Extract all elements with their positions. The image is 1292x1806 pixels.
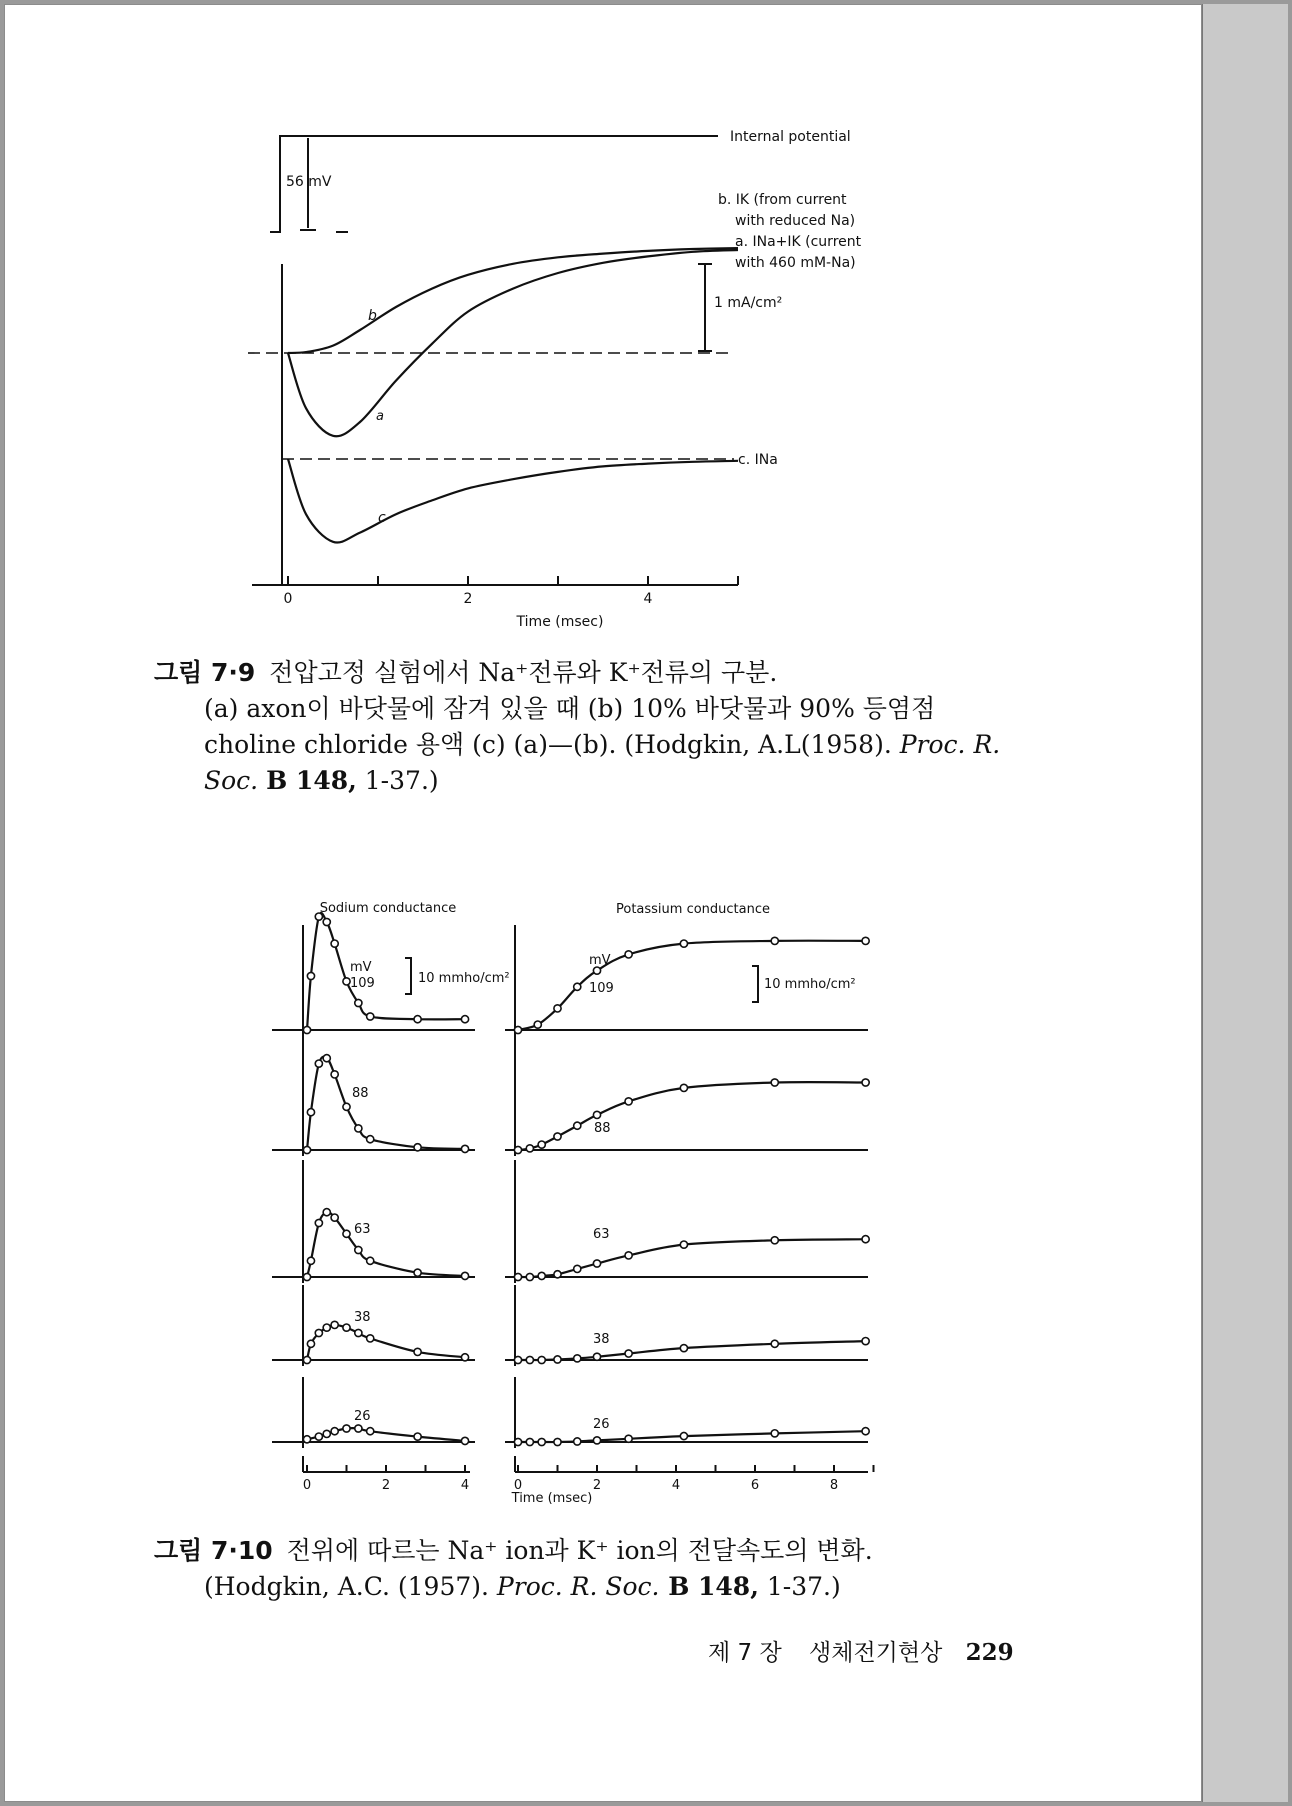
figure-7-10 [0,880,1200,1520]
na-data-point [315,1433,322,1440]
k-data-point [526,1273,533,1280]
caption-fig-7-9 [154,654,777,691]
caption-fig-7-10 [154,1532,873,1569]
k-xtick-label: 6 [750,1478,760,1493]
k-panel-label: 38 [593,1332,610,1347]
na-data-point [355,1246,362,1253]
k-data-point [554,1133,561,1140]
na-data-point [323,1209,330,1216]
k-data-point [574,1438,581,1445]
na-data-point [414,1016,421,1023]
caption-fig-7-9-pages: 1-37.) [356,766,439,795]
k-data-point [534,1021,541,1028]
na-data-point [303,1356,310,1363]
caption-fig-7-9-soc: Soc. [204,766,259,795]
na-data-point [414,1433,421,1440]
k-data-point [526,1438,533,1445]
na-data-point [367,1335,374,1342]
k-data-point [593,1260,600,1267]
internal-potential-step [270,136,718,232]
caption-fig-7-9-line3 [204,762,439,799]
k-data-point [625,951,632,958]
k-data-point [574,983,581,990]
caption-fig-7-10-title: 전위에 따르는 Na⁺ ion과 K⁺ ion의 전달속도의 변화. [286,1536,873,1565]
na-data-point [315,1060,322,1067]
na-data-point [331,1071,338,1078]
k-data-point [514,1146,521,1153]
na-data-point [331,940,338,947]
k-panel-label: 88 [594,1121,611,1136]
caption-fig-7-10-journal: Proc. R. Soc. [496,1572,660,1601]
na-data-point [355,1125,362,1132]
na-panel-label: 26 [354,1409,371,1424]
label-c-ina: c. INa [738,452,778,468]
na-data-point [331,1428,338,1435]
k-data-point [554,1356,561,1363]
na-data-point [414,1144,421,1151]
k-data-point [526,1356,533,1363]
k-data-point [538,1438,545,1445]
caption-fig-7-9-line1 [204,690,935,727]
k-data-point [554,1271,561,1278]
na-data-point [331,1321,338,1328]
na-xtick-label: 4 [460,1478,470,1493]
fig9-tick-2: 2 [463,591,473,607]
na-data-point [323,1055,330,1062]
k-data-point [771,937,778,944]
caption-fig-7-10-line1 [204,1568,841,1605]
k-panel-label: 26 [593,1417,610,1432]
na-panel-label: 63 [354,1222,371,1237]
label-internal-potential: Internal potential [730,129,851,145]
k-data-point [514,1438,521,1445]
k-data-point [625,1098,632,1105]
na-data-point [355,1425,362,1432]
scale-bracket-left [405,958,411,994]
fig10-xlabel: Time (msec) [511,1491,593,1506]
k-data-point [625,1252,632,1259]
k-data-point [771,1237,778,1244]
caption-fig-7-9-title: 전압고정 실험에서 Na⁺전류와 K⁺전류의 구분. [269,658,778,687]
k-data-point [680,1432,687,1439]
na-data-point [315,1329,322,1336]
na-curve-88 [307,1057,465,1150]
unit-mv-right: mV [589,953,611,968]
na-data-point [461,1272,468,1279]
legend-a-2: with 460 mM-Na) [735,255,856,271]
na-data-point [343,1425,350,1432]
k-panel-label: 109 [589,981,614,996]
caption-fig-7-9-line2 [204,726,1000,763]
k-data-point [593,967,600,974]
legend-b-1: b. IK (from current [718,192,847,208]
na-data-point [303,1273,310,1280]
na-data-point [414,1269,421,1276]
na-data-point [367,1136,374,1143]
na-data-point [367,1257,374,1264]
k-panel-label: 63 [593,1227,610,1242]
fig9-curve-c [288,459,738,543]
na-data-point [323,1324,330,1331]
fig9-xlabel: Time (msec) [516,614,604,630]
k-data-point [574,1122,581,1129]
curve-c-label: c [378,510,386,526]
na-xtick-label: 0 [302,1478,312,1493]
k-curve-38 [518,1341,866,1360]
scale-bracket-right [752,966,758,1002]
title-sodium: Sodium conductance [319,901,457,916]
page-edge [1202,4,1288,1802]
k-data-point [771,1340,778,1347]
na-data-point [303,1436,310,1443]
unit-mv-left: mV [350,960,372,975]
k-data-point [574,1355,581,1362]
caption-fig-7-9-text1: (a) axon이 바닷물에 잠겨 있을 때 (b) 10% 바닷물과 90% 등염점 [204,694,936,723]
legend-a-1: a. INa+IK (current [735,234,862,250]
figure-7-9 [0,0,1200,660]
page-number: 229 [965,1639,1014,1666]
na-curve-63 [307,1212,465,1277]
na-data-point [355,999,362,1006]
na-data-point [461,1016,468,1023]
label-56mv: 56 mV [286,174,332,190]
na-data-point [307,1340,314,1347]
na-data-point [331,1214,338,1221]
k-data-point [593,1437,600,1444]
caption-fig-7-10-label: 그림 7·10 [154,1536,273,1565]
k-data-point [625,1435,632,1442]
na-data-point [461,1354,468,1361]
k-data-point [862,1338,869,1345]
na-data-point [461,1145,468,1152]
k-curve-63 [518,1239,866,1277]
k-xtick-label: 8 [829,1478,839,1493]
k-data-point [554,1005,561,1012]
k-xtick-label: 4 [671,1478,681,1493]
curve-b-label: b [368,308,377,324]
caption-fig-7-9-volume: B 148, [266,766,357,795]
na-data-point [367,1013,374,1020]
na-data-point [303,1146,310,1153]
caption-fig-7-9-text2: choline chloride 용액 (c) (a)—(b). (Hodgkin, A.L(1958). [204,730,900,759]
k-data-point [538,1141,545,1148]
na-panel-label: 38 [354,1310,371,1325]
k-data-point [771,1430,778,1437]
scale-label-left: 10 mmho/cm² [418,971,510,986]
k-data-point [514,1356,521,1363]
k-data-point [593,1111,600,1118]
na-xtick-label: 2 [381,1478,391,1493]
na-data-point [414,1348,421,1355]
na-data-point [355,1329,362,1336]
k-data-point [771,1079,778,1086]
fig9-tick-4: 4 [643,591,653,607]
na-data-point [307,972,314,979]
k-data-point [862,937,869,944]
k-data-point [538,1272,545,1279]
k-xtick-label: 2 [592,1478,602,1493]
k-data-point [593,1353,600,1360]
k-data-point [625,1350,632,1357]
k-data-point [526,1145,533,1152]
na-data-point [343,1324,350,1331]
caption-fig-7-10-volume: B 148, [659,1572,759,1601]
na-data-point [315,1219,322,1226]
caption-fig-7-9-label: 그림 7·9 [154,658,256,687]
scale-label-right: 10 mmho/cm² [764,977,856,992]
na-data-point [343,1103,350,1110]
k-data-point [862,1236,869,1243]
k-data-point [538,1356,545,1363]
k-curve-26 [518,1431,866,1442]
page-footer [708,1634,1014,1667]
na-panel-label: 109 [350,976,375,991]
k-data-point [514,1273,521,1280]
na-data-point [461,1437,468,1444]
title-potassium: Potassium conductance [615,902,771,917]
k-data-point [514,1026,521,1033]
fig9-curve-a [288,250,738,436]
na-data-point [367,1428,374,1435]
na-data-point [323,1430,330,1437]
na-panel-label: 88 [352,1086,369,1101]
k-data-point [680,1084,687,1091]
na-data-point [307,1109,314,1116]
k-data-point [680,940,687,947]
fig9-tick-0: 0 [283,591,293,607]
na-data-point [323,918,330,925]
k-data-point [862,1428,869,1435]
k-curve-88 [518,1082,866,1150]
na-data-point [303,1026,310,1033]
k-data-point [680,1345,687,1352]
curve-a-label: a [376,409,384,424]
k-data-point [574,1265,581,1272]
scale-label-1ma: 1 mA/cm² [714,295,783,311]
footer-chapter: 제 7 장 [708,1640,782,1666]
na-data-point [343,1230,350,1237]
k-xtick-label: 0 [513,1478,523,1493]
fig9-curve-b [288,248,738,353]
caption-fig-7-10-pages: 1-37.) [758,1572,841,1601]
footer-title: 생체전기현상 [809,1640,943,1666]
k-data-point [862,1079,869,1086]
k-data-point [680,1241,687,1248]
caption-fig-7-10-text1: (Hodgkin, A.C. (1957). [204,1572,497,1601]
legend-b-2: with reduced Na) [735,213,856,229]
na-data-point [307,1257,314,1264]
caption-fig-7-9-journal: Proc. R. [899,730,1001,759]
k-data-point [554,1438,561,1445]
na-curve-38 [307,1325,465,1360]
